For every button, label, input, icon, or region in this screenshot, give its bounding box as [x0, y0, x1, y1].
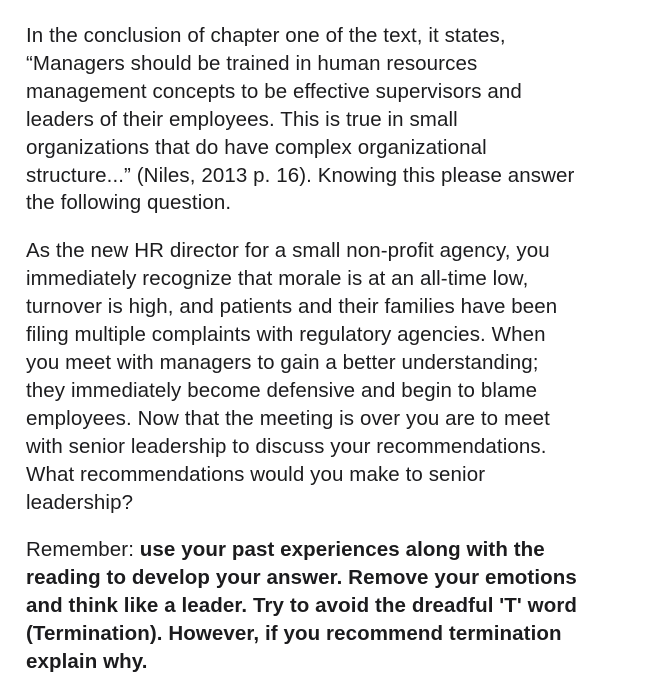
paragraph-quote	[26, 22, 646, 217]
text-line: the following question.	[26, 191, 232, 215]
text-line: As the new HR director for a small non-profit agency, you	[26, 239, 550, 263]
question-text	[26, 22, 646, 676]
text-line: filing multiple complaints with regulatory agencies. When	[26, 323, 546, 347]
text-line: immediately recognize that morale is at an all-time low,	[26, 267, 529, 291]
text-line: you meet with managers to gain a better understanding;	[26, 350, 539, 374]
text-line: management concepts to be effective supervisors and	[26, 79, 522, 103]
paragraph-spacer	[26, 516, 646, 536]
text-line: with senior leadership to discuss your recommendations.	[26, 434, 547, 458]
text-line: and think like a leader. Try to avoid the dreadful 'T' word	[26, 594, 578, 618]
text-line: leadership?	[26, 490, 134, 514]
text-line: they immediately become defensive and begin to blame	[26, 378, 538, 402]
text-line: “Managers should be trained in human resources	[26, 51, 478, 75]
reminder-bold-text: use your past experiences along with the	[139, 538, 545, 562]
text-line: In the conclusion of chapter one of the text, it states,	[26, 24, 506, 47]
paragraph-reminder	[26, 536, 646, 676]
paragraph-scenario	[26, 237, 646, 516]
text-line: What recommendations would you make to senior	[26, 462, 486, 486]
text-line: (Termination). However, if you recommend termination	[26, 622, 562, 646]
text-line: turnover is high, and patients and their families have been	[26, 295, 558, 319]
paragraph-spacer	[26, 217, 646, 237]
text-line: employees. Now that the meeting is over you are to meet	[26, 406, 550, 430]
text-line	[26, 536, 646, 564]
reminder-prefix: Remember:	[26, 538, 140, 562]
text-line: reading to develop your answer. Remove your emotions	[26, 566, 577, 590]
text-line: structure...” (Niles, 2013 p. 16). Knowing this please answer	[26, 163, 575, 187]
text-line: explain why.	[26, 650, 148, 674]
text-line: organizations that do have complex organizational	[26, 135, 487, 159]
text-line: leaders of their employees. This is true in small	[26, 107, 458, 131]
